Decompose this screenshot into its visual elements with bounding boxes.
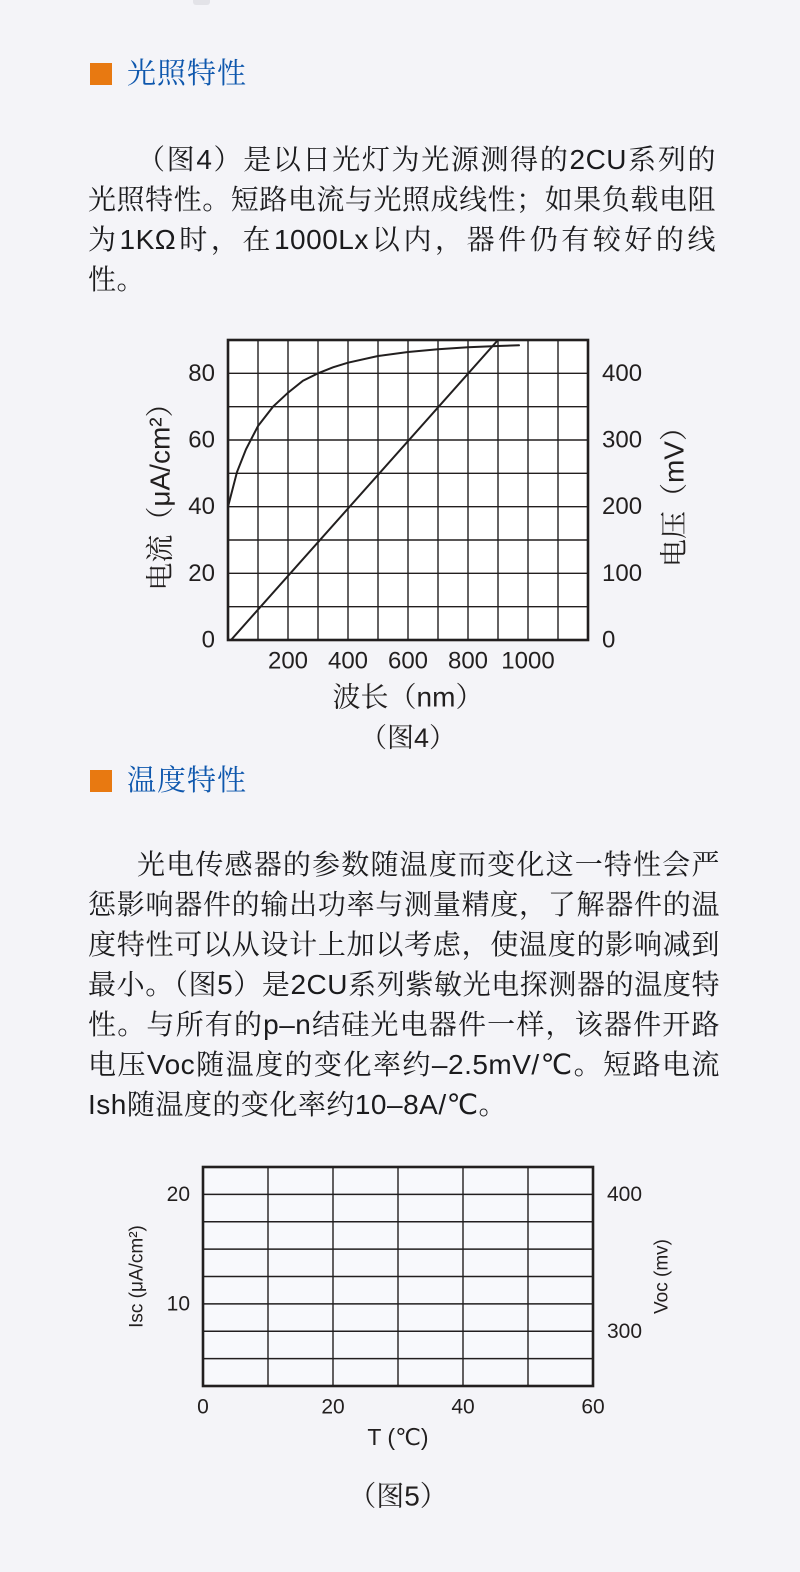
figure-caption: （图4） [359,723,457,753]
left-axis-title: 电流（μA/cm²） [144,389,176,591]
x-tick-label: 20 [321,1395,345,1419]
x-tick-label: 1000 [501,647,555,675]
left-tick-label: 0 [201,626,215,654]
x-axis-title: T (℃) [367,1424,429,1450]
x-tick-label: 200 [267,647,309,675]
temperature-characteristics-paragraph: 光电传感器的参数随温度而变化这一特性会严惩影响器件的输出功率与测量精度，了解器件的温度特性可以从设计上加以考虑，使温度的影响减到最小。（图5）是2CU系列紫敏光电探测器的温度特性。与所有的p–n结硅光电器件一样，该器件开路电压Voc随温度的变化率约–2.5mV/℃。短路电流Ish随温度的变化率约10–8A/℃。 [88,849,720,1120]
fig4-light-characteristic-chart [145,340,690,753]
left-axis-title: Isc (μA/cm²) [126,1225,148,1328]
x-tick-label: 40 [451,1395,475,1419]
x-axis-title: 波长（nm） [332,681,484,713]
right-tick-label: 300 [607,1319,643,1343]
left-tick-label: 60 [188,426,215,454]
right-tick-label: 0 [602,626,616,654]
x-tick-label: 800 [447,647,489,675]
left-tick-label: 80 [188,359,215,387]
right-tick-label: 200 [602,493,643,521]
left-tick-label: 20 [188,559,215,587]
right-tick-label: 100 [602,559,643,587]
light-characteristics-paragraph: （图4）是以日光灯为光源测得的2CU系列的光照特性。短路电流与光照成线性；如果负载电阻为1KΩ时，在1000Lx以内，器件仍有较好的线性。 [88,144,716,295]
section-title: 光照特性 [127,58,248,90]
section-title: 温度特性 [127,765,248,797]
right-tick-label: 400 [602,359,643,387]
right-axis-title: Voc (mv) [651,1239,673,1314]
left-tick-label: 20 [166,1182,190,1206]
x-tick-label: 600 [387,647,429,675]
x-tick-label: 400 [327,647,369,675]
right-tick-label: 300 [602,426,643,454]
fig5-temperature-characteristic-chart [127,1167,673,1512]
left-tick-label: 40 [188,493,215,521]
x-tick-label: 0 [197,1395,209,1419]
right-tick-label: 400 [607,1182,643,1206]
right-axis-title: 电压（mV） [658,412,690,568]
figure-caption: （图5） [348,1480,448,1512]
left-tick-label: 10 [166,1292,190,1316]
x-tick-label: 60 [581,1395,605,1419]
